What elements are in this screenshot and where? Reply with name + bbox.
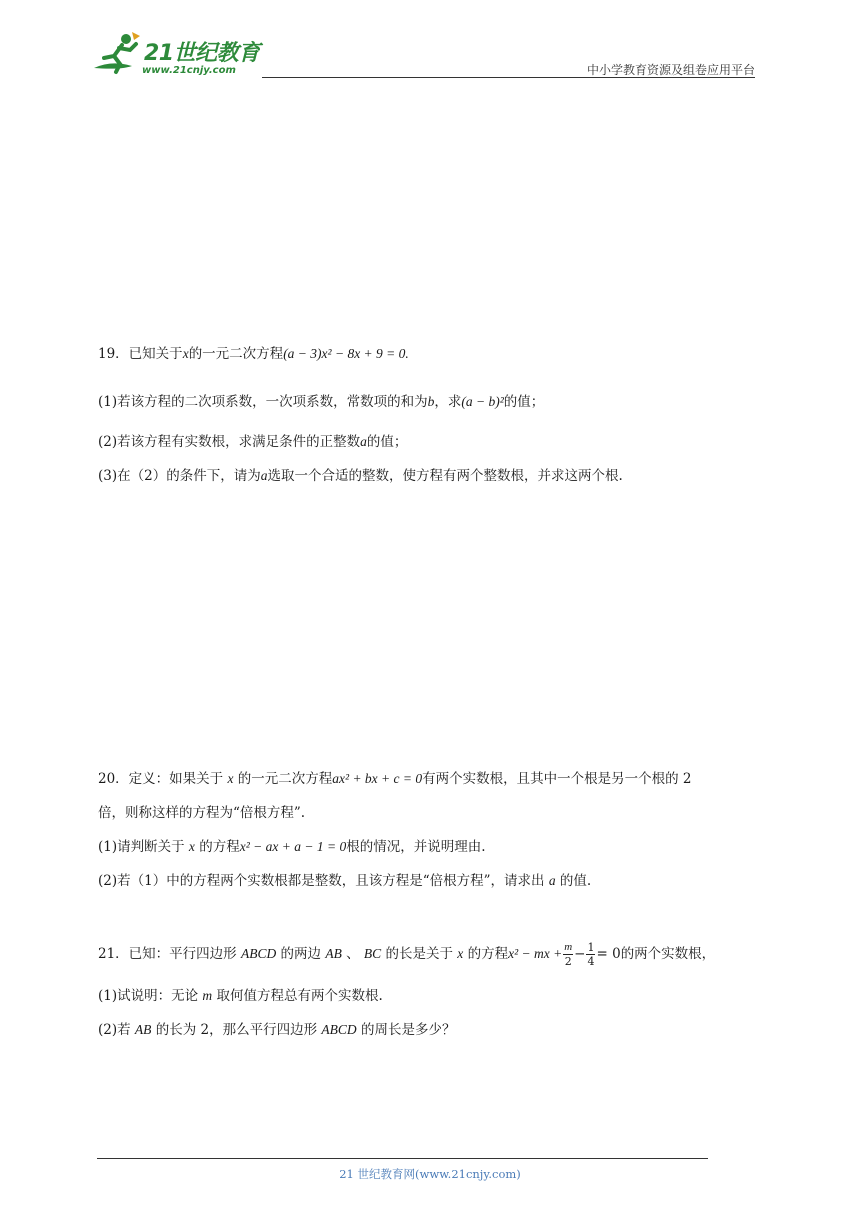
q21-stem: 21．已知：平行四边形 ABCD 的两边 AB 、 BC 的长是关于 x 的方程x² − mx + $\frac{m}{2}$ − $\frac{1}{4}$ = 0的两个实数根， bbox=[98, 941, 716, 968]
fraction-m-over-2: $\frac{m}{2}$ bbox=[564, 941, 573, 968]
footer-divider bbox=[97, 1158, 708, 1159]
logo-url: www.21cnjy.com bbox=[142, 65, 236, 76]
q20-stem-line2: 倍，则称这样的方程为“倍根方程”. bbox=[98, 805, 306, 821]
q20-part1: (1)请判断关于 x 的方程x² − ax + a − 1 = 0根的情况，并说明理由. bbox=[98, 839, 486, 855]
q19-equation: (a − 3)x² − 8x + 9 = 0. bbox=[283, 346, 409, 361]
site-logo bbox=[92, 30, 262, 80]
q20-equation: ax² + bx + c = 0 bbox=[332, 771, 423, 786]
q21-part2: (2)若 AB 的长为 2，那么平行四边形 ABCD 的周长是多少？ bbox=[98, 1022, 456, 1038]
q20-part2: (2)若（1）中的方程两个实数根都是整数，且该方程是“倍根方程”，请求出 a 的值. bbox=[98, 873, 592, 889]
q21-part1: (1)试说明：无论 m 取何值方程总有两个实数根. bbox=[98, 988, 383, 1004]
footer-text: 21 世纪教育网(www.21cnjy.com) bbox=[339, 1167, 521, 1181]
q19-part1: (1)若该方程的二次项系数，一次项系数，常数项的和为b，求(a − b)²的值； bbox=[98, 394, 545, 410]
platform-name: 中小学教育资源及组卷应用平台 bbox=[586, 63, 755, 77]
logo-text: 21世纪教育 bbox=[144, 41, 260, 66]
q19-part3: (3)在（2）的条件下，请为a选取一个合适的整数，使方程有两个整数根，并求这两个根. bbox=[98, 468, 623, 484]
runner-logo-icon bbox=[92, 30, 144, 76]
fraction-1-over-4: $\frac{1}{4}$ bbox=[587, 941, 595, 968]
q19-part2: (2)若该方程有实数根，求满足条件的正整数a的值； bbox=[98, 434, 408, 450]
page-header bbox=[0, 0, 860, 90]
q19-stem: 19．已知关于x的一元二次方程(a − 3)x² − 8x + 9 = 0. bbox=[98, 346, 409, 362]
q20-stem: 20．定义：如果关于 x 的一元二次方程ax² + bx + c = 0有两个实数根，且其中一个根是另一个根的 2 bbox=[98, 771, 692, 787]
header-divider bbox=[262, 77, 755, 78]
